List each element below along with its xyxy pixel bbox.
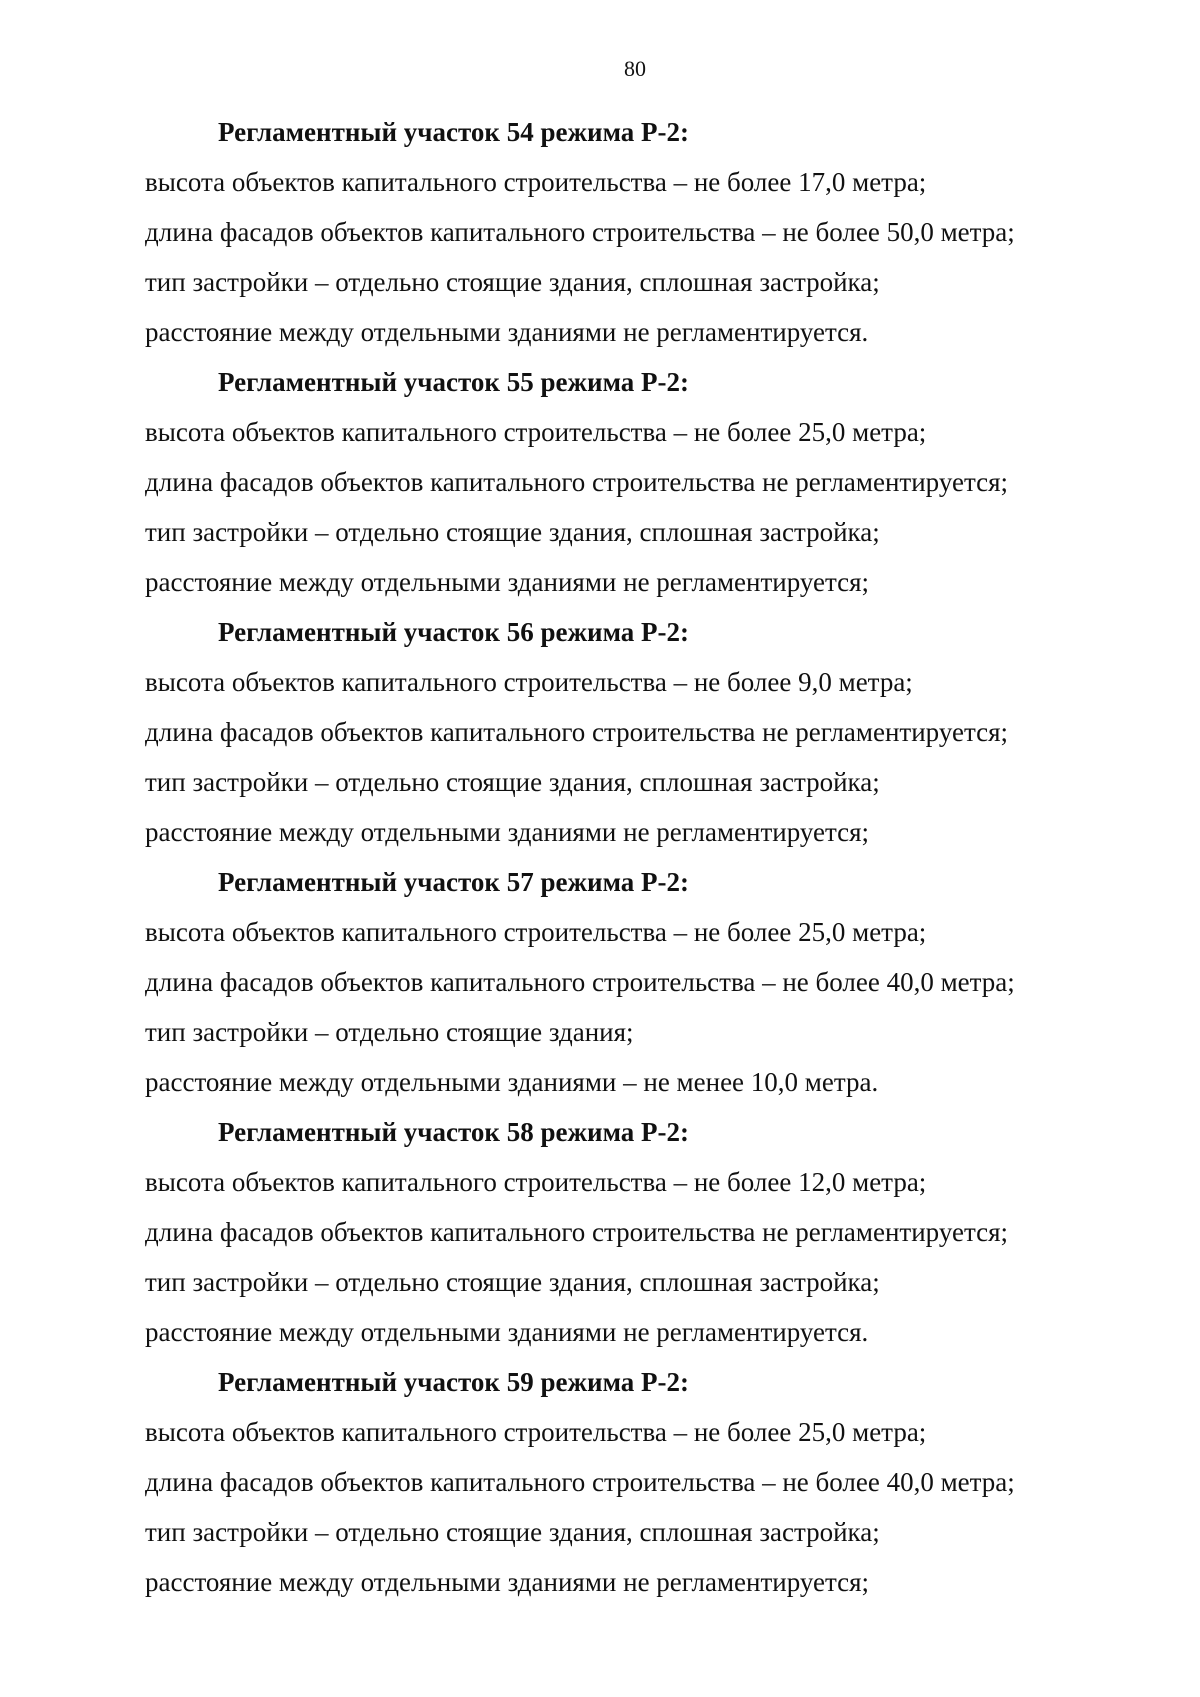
paragraph-line: длина фасадов объектов капитального строительства – не более 40,0 метра;	[145, 967, 1015, 997]
paragraph-line: расстояние между отдельными зданиями не регламентируется;	[145, 1567, 870, 1597]
section-plot-57	[145, 857, 1145, 1107]
paragraph-line: расстояние между отдельными зданиями – не менее 10,0 метра.	[145, 1067, 879, 1097]
section-plot-56	[145, 607, 1145, 857]
document-body	[145, 107, 1145, 1607]
paragraph-line: высота объектов капитального строительства – не более 25,0 метра;	[145, 1417, 927, 1447]
paragraph-line: высота объектов капитального строительства – не более 17,0 метра;	[145, 167, 927, 197]
section-heading: Регламентный участок 58 режима Р-2:	[218, 1117, 690, 1147]
section-heading: Регламентный участок 57 режима Р-2:	[218, 867, 690, 897]
section-plot-59	[145, 1357, 1145, 1607]
section-heading: Регламентный участок 59 режима Р-2:	[218, 1367, 690, 1397]
paragraph-line: высота объектов капитального строительства – не более 25,0 метра;	[145, 917, 927, 947]
paragraph-line: длина фасадов объектов капитального строительства не регламентируется;	[145, 717, 1008, 747]
paragraph-line: длина фасадов объектов капитального строительства не регламентируется;	[145, 467, 1008, 497]
paragraph-line: тип застройки – отдельно стоящие здания, сплошная застройка;	[145, 767, 880, 797]
paragraph-line: тип застройки – отдельно стоящие здания, сплошная застройка;	[145, 517, 880, 547]
paragraph-line: тип застройки – отдельно стоящие здания;	[145, 1017, 634, 1047]
paragraph-line: расстояние между отдельными зданиями не регламентируется.	[145, 317, 869, 347]
section-plot-54	[145, 107, 1145, 357]
paragraph-line: тип застройки – отдельно стоящие здания, сплошная застройка;	[145, 1267, 880, 1297]
page-number: 80	[624, 56, 646, 81]
section-plot-55	[145, 357, 1145, 607]
paragraph-line: длина фасадов объектов капитального строительства – не более 40,0 метра;	[145, 1467, 1015, 1497]
paragraph-line: высота объектов капитального строительства – не более 25,0 метра;	[145, 417, 927, 447]
paragraph-line: тип застройки – отдельно стоящие здания, сплошная застройка;	[145, 267, 880, 297]
paragraph-line: длина фасадов объектов капитального строительства не регламентируется;	[145, 1217, 1008, 1247]
paragraph-line: длина фасадов объектов капитального строительства – не более 50,0 метра;	[145, 217, 1015, 247]
section-heading: Регламентный участок 54 режима Р-2:	[218, 117, 690, 147]
paragraph-line: высота объектов капитального строительства – не более 12,0 метра;	[145, 1167, 927, 1197]
paragraph-line: тип застройки – отдельно стоящие здания, сплошная застройка;	[145, 1517, 880, 1547]
paragraph-line: высота объектов капитального строительства – не более 9,0 метра;	[145, 667, 913, 697]
section-heading: Регламентный участок 56 режима Р-2:	[218, 617, 690, 647]
section-plot-58	[145, 1107, 1145, 1357]
paragraph-line: расстояние между отдельными зданиями не регламентируется.	[145, 1317, 869, 1347]
paragraph-line: расстояние между отдельными зданиями не регламентируется;	[145, 817, 870, 847]
paragraph-line: расстояние между отдельными зданиями не регламентируется;	[145, 567, 870, 597]
section-heading: Регламентный участок 55 режима Р-2:	[218, 367, 690, 397]
